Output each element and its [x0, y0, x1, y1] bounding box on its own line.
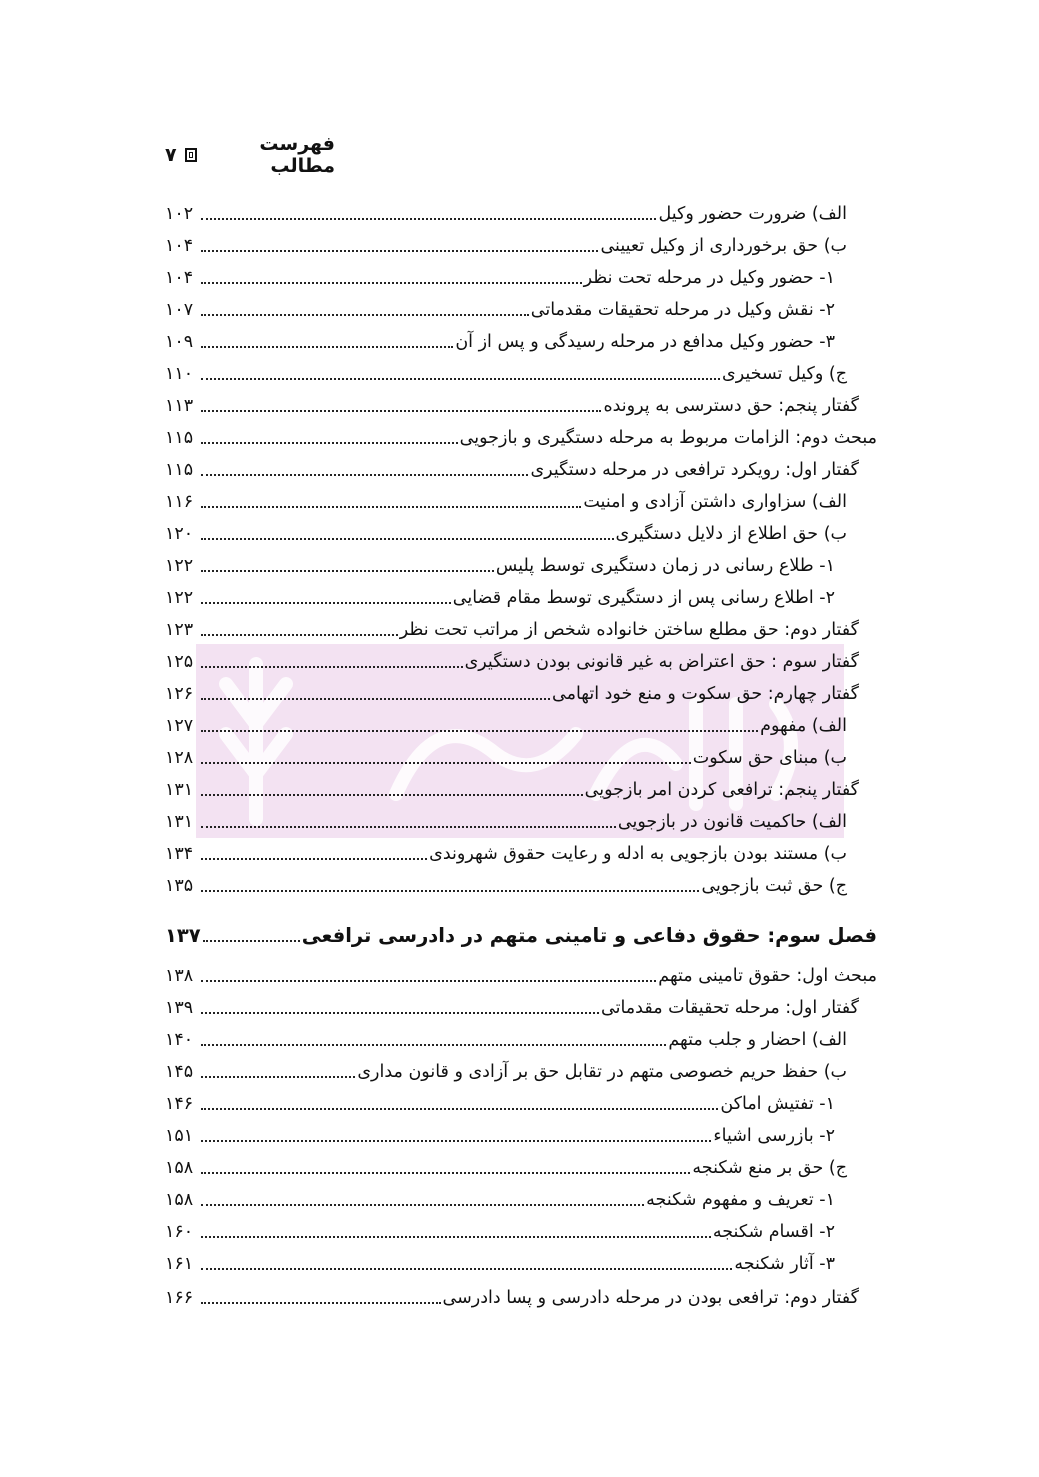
toc-entry-title: ج) حق بر منع شکنجه: [692, 1158, 847, 1178]
toc-row: [165, 548, 835, 580]
toc-row: [165, 324, 835, 356]
toc-row: [165, 420, 877, 452]
toc-page-number: ۱۰۹: [165, 332, 194, 352]
toc-page-number: ۱۱۵: [165, 428, 194, 448]
toc-entry-title: مبحث دوم: الزامات مربوط به مرحله دستگیری و بازجویی: [459, 428, 877, 448]
toc-page-number: ۱۰۲: [165, 204, 194, 224]
toc-page-number: ۱۳۵: [165, 876, 194, 896]
toc-row: [165, 1118, 835, 1150]
toc-entry-title: مبحث اول: حقوق تامینی متهم: [658, 966, 877, 986]
toc-entry-title: ۲- بازرسی اشیاء: [713, 1126, 835, 1146]
toc-page-number: ۱۲۰: [165, 524, 194, 544]
toc-entry-title: گفتار اول: مرحله تحقیقات مقدماتی: [601, 998, 859, 1018]
toc-row: [165, 804, 847, 836]
toc-page-number: ۱۵۸: [165, 1190, 194, 1210]
toc-entry-title: الف) ضرورت حضور وکیل: [658, 204, 847, 224]
dot-leader: [201, 506, 581, 508]
dot-leader: [201, 1172, 690, 1174]
toc-page-number: ۱۳۱: [165, 780, 194, 800]
toc-entry-title: ۱- تفتیش اماکن: [720, 1094, 835, 1114]
toc-row: [165, 452, 859, 484]
toc-entry-title: ب) مستند بودن بازجویی به ادله و رعایت حقوق شهروندی: [429, 844, 847, 864]
toc-page-number: ۱۶۱: [165, 1254, 194, 1274]
dot-leader: [201, 1012, 599, 1014]
toc-entry-title: ب) حق اطلاع از دلایل دستگیری: [615, 524, 847, 544]
toc-row: [165, 1182, 835, 1214]
toc-row: [165, 292, 835, 324]
toc-row: [165, 1246, 835, 1278]
toc-page-number: ۱۲۲: [165, 588, 194, 608]
toc-page-number: ۱۴۶: [165, 1094, 194, 1114]
toc-entry-title: ب) مبنای حق سکوت: [692, 748, 847, 768]
dot-leader: [201, 378, 720, 380]
toc-page-number: ۱۲۸: [165, 748, 194, 768]
toc-row: [165, 676, 859, 708]
dot-leader: [201, 826, 616, 828]
dot-leader: [201, 666, 463, 668]
toc-row: [165, 612, 859, 644]
dot-leader: [201, 570, 494, 572]
toc-entry-title: ۲- اطلاع رسانی پس از دستگیری توسط مقام قضایی: [452, 588, 835, 608]
toc-page-number: ۱۲۶: [165, 684, 194, 704]
toc-page-number: ۱۳۷: [165, 924, 201, 947]
header-page-number: ۷: [165, 144, 177, 166]
dot-leader: [203, 940, 300, 942]
toc-entry-title: گفتار دوم: حق مطلع ساختن خانواده شخص از مراتب تحت نظر: [399, 620, 859, 640]
toc-page-number: ۱۴۰: [165, 1030, 194, 1050]
toc-row: [165, 356, 847, 388]
toc-page-number: ۱۶۰: [165, 1222, 194, 1242]
toc-page-number: ۱۴۵: [165, 1062, 194, 1082]
toc-page-number: ۱۰۷: [165, 300, 194, 320]
dot-leader: [201, 698, 550, 700]
toc-row: [165, 260, 835, 292]
toc-entry-title: گفتار چهارم: حق سکوت و منع خود اتهامی: [551, 684, 859, 704]
toc-page-number: ۱۱۵: [165, 460, 194, 480]
dot-leader: [201, 1268, 732, 1270]
dot-leader: [201, 634, 398, 636]
toc-entry-title: الف) مفهوم: [760, 716, 847, 736]
toc-row: [165, 1054, 847, 1086]
dot-leader: [201, 1108, 718, 1110]
dot-leader: [201, 1044, 666, 1046]
toc-row: [165, 1150, 847, 1182]
dot-leader: [201, 218, 656, 220]
dot-leader: [201, 474, 528, 476]
dot-leader: [201, 410, 601, 412]
toc-page-number: ۱۱۶: [165, 492, 194, 512]
toc-entry-title: ج) حق ثبت بازجویی: [701, 876, 847, 896]
header-title: فهرست مطالب: [259, 133, 335, 177]
dot-leader: [201, 1302, 441, 1304]
toc-row: [165, 772, 859, 804]
dot-leader: [201, 1204, 644, 1206]
toc-entry-title: ۲- نقش وکیل در مرحله تحقیقات مقدماتی: [530, 300, 835, 320]
toc-row: [165, 644, 859, 676]
toc-entry-title: ۱- حضور وکیل در مرحله تحت نظر: [583, 268, 835, 288]
toc-row: [165, 990, 859, 1022]
dot-leader: [201, 1140, 711, 1142]
dot-leader: [201, 346, 453, 348]
toc-page-number: ۱۲۳: [165, 620, 194, 640]
toc-page-number: ۱۲۲: [165, 556, 194, 576]
dot-leader: [201, 1076, 355, 1078]
toc-entry-title: ۳- حضور وکیل مدافع در مرحله رسیدگی و پس از آن: [455, 332, 835, 352]
toc-entry-title: فصل سوم: حقوق دفاعی و تامینی متهم در دادرسی ترافعی: [301, 924, 877, 947]
toc-page-number: ۱۰۴: [165, 268, 194, 288]
toc-row: [165, 958, 877, 990]
toc-page-number: ۱۵۱: [165, 1126, 194, 1146]
toc-entry-title: ۳- آثار شکنجه: [734, 1254, 835, 1274]
toc-page-number: ۱۱۰: [165, 364, 194, 384]
dot-leader: [201, 858, 427, 860]
toc-page-number: ۱۳۸: [165, 966, 194, 986]
dot-leader: [201, 762, 691, 764]
toc-row: [165, 580, 835, 612]
dot-leader: [201, 442, 458, 444]
toc-row: [165, 1022, 847, 1054]
toc-entry-title: گفتار دوم: ترافعی بودن در مرحله دادرسی و پسا دادرسی: [442, 1288, 859, 1308]
toc-chapter-row: [165, 914, 877, 950]
toc-entry-title: ب) حفظ حریم خصوصی متهم در تقابل حق بر آزادی و قانون مداری: [357, 1062, 847, 1082]
toc-entry-title: گفتار پنجم: ترافعی کردن امر بازجویی: [584, 780, 859, 800]
dot-leader: [201, 890, 699, 892]
toc-entry-title: الف) سزاواری داشتن آزادی و امنیت: [583, 492, 847, 512]
toc-entry-title: ۱- تعریف و مفهوم شکنجه: [646, 1190, 835, 1210]
toc-page-number: ۱۲۵: [165, 652, 194, 672]
toc-row: [165, 1214, 835, 1246]
toc-row: [165, 868, 847, 900]
toc-page-number: ۱۱۳: [165, 396, 194, 416]
toc-entry-title: الف) احضار و جلب متهم: [668, 1030, 847, 1050]
toc-entry-title: ۱- طلاع رسانی در زمان دستگیری توسط پلیس: [495, 556, 835, 576]
toc-row: [165, 484, 847, 516]
toc-row: [165, 836, 847, 868]
dot-leader: [201, 794, 583, 796]
toc-row: [165, 1280, 859, 1312]
square-ornament-icon: [185, 148, 198, 162]
toc-page-number: ۱۰۴: [165, 236, 194, 256]
dot-leader: [201, 250, 598, 252]
toc-page-number: ۱۳۴: [165, 844, 194, 864]
dot-leader: [201, 282, 582, 284]
toc-row: [165, 708, 847, 740]
running-header: [165, 133, 335, 177]
dot-leader: [201, 730, 758, 732]
toc-page-number: ۱۳۱: [165, 812, 194, 832]
toc-entry-title: گفتار اول: رویکرد ترافعی در مرحله دستگیری: [530, 460, 859, 480]
dot-leader: [201, 602, 451, 604]
dot-leader: [201, 980, 656, 982]
toc-entry-title: گفتار سوم : حق اعتراض به غیر قانونی بودن دستگیری: [464, 652, 859, 672]
toc-row: [165, 388, 859, 420]
dot-leader: [201, 538, 614, 540]
toc-page-number: ۱۶۶: [165, 1288, 194, 1308]
toc-entry-title: الف) حاکمیت قانون در بازجویی: [617, 812, 847, 832]
toc-page-number: ۱۳۹: [165, 998, 194, 1018]
toc-entry-title: ۲- اقسام شکنجه: [712, 1222, 835, 1242]
toc-page-number: ۱۵۸: [165, 1158, 194, 1178]
dot-leader: [201, 1236, 711, 1238]
toc-row: [165, 228, 847, 260]
toc-row: [165, 516, 847, 548]
toc-row: [165, 196, 847, 228]
toc-entry-title: ب) حق برخورداری از وکیل تعیینی: [600, 236, 847, 256]
toc-entry-title: ج) وکیل تسخیری: [722, 364, 847, 384]
toc-page-number: ۱۲۷: [165, 716, 194, 736]
toc-entry-title: گفتار پنجم: حق دسترسی به پرونده: [603, 396, 859, 416]
dot-leader: [201, 314, 529, 316]
toc-row: [165, 740, 847, 772]
toc-row: [165, 1086, 835, 1118]
